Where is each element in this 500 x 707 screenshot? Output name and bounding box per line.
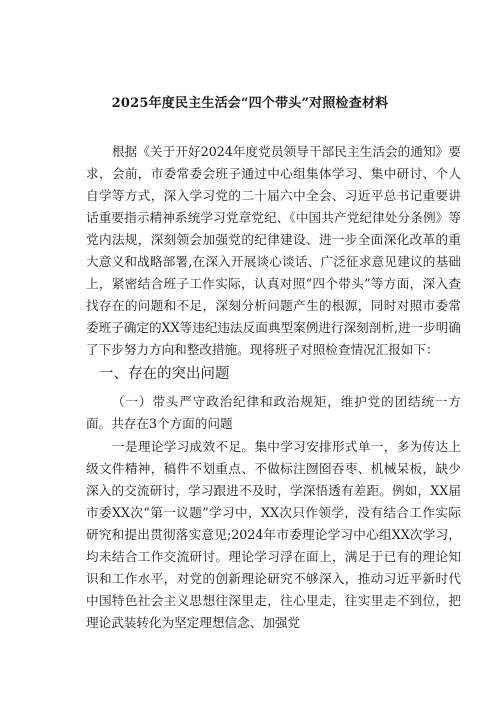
document-title: 2025年度民主生活会“四个带头”对照检查材料	[111, 96, 389, 111]
issue-paragraph: 一是理论学习成效不足。集中学习安排形式单一，多为传达上级文件精神，稿件不划重点、不做标注囫囵吞枣、机械呆板，缺少深入的交流研讨，学习跟进不及时，学深悟透有差距。例如，XX届市委XX次“第一议题”学习中，XX次只作领学，没有结合工作实际研究和提出贯彻落实意见;2024年市委理论学习中心组XX次学习，均未结合工作交流研讨。理论学习浮在面上，满足于已有的理论知识和工作水平，对党的创新理论研究不够深入，推动习近平新时代中国特色社会主义思想往深里走，往心里走，往实里走不到位，把理论武装转化为坚定理想信念、加强党	[86, 439, 461, 630]
subsection-paragraph: （一）带头严守政治纪律和政治规矩，维护党的团结统一方面。共存在3个方面的问题	[86, 394, 461, 431]
section-heading: 一、存在的突出问题	[99, 366, 230, 382]
intro-paragraph: 根据《关于开好2024年度党员领导干部民主生活会的通知》要求，会前，市委常委会班子通过中心组集体学习、集中研讨、个人自学等方式，深入学习党的二十届六中全会、习近平总书记重要讲话重要指示精神系统学习党章党纪、《中国共产党纪律处分条例》等党内法规，深刻领会加强党的纪律建设、进一步全面深化改革的重大意义和战略部署,在深入开展谈心谈话、广泛征求意见建议的基础上，紧密结合班子工作实际，认真对照“四个带头”等方面，深入查找存在的问题和不足，深刻分析问题产生的根源，同时对照市委常委班子确定的XX等违纪违法反面典型案例进行深刻剖析,进一步明确了下步努力方向和整改措施。现将班子对照检查情况汇报如下：	[86, 144, 461, 357]
